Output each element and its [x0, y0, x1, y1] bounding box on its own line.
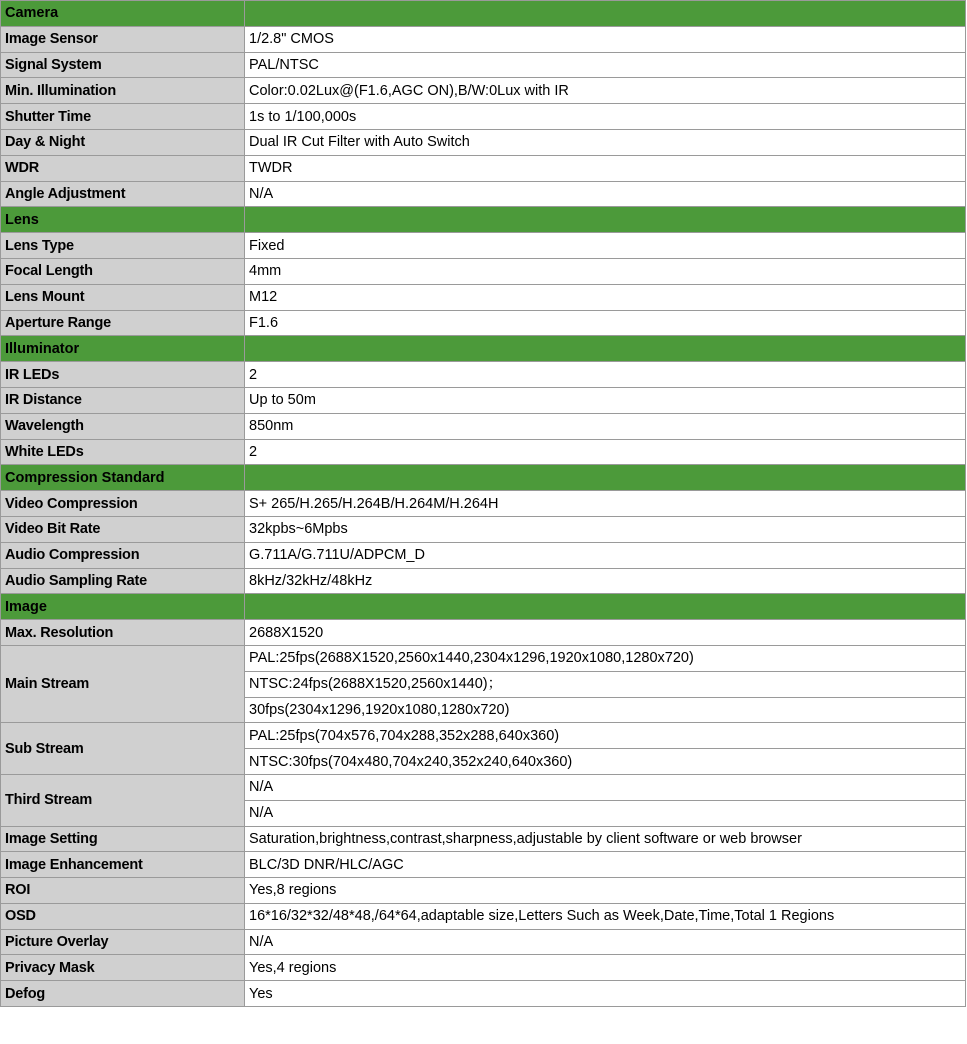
section-header-fill: [245, 1, 966, 27]
section-header-fill: [245, 465, 966, 491]
section-header-image: [1, 594, 966, 620]
spec-row: [1, 233, 966, 259]
spec-row: [1, 826, 966, 852]
spec-row: [1, 258, 966, 284]
spec-row: [1, 310, 966, 336]
spec-row: [1, 852, 966, 878]
spec-value: N/A: [245, 800, 966, 826]
spec-value: Yes,8 regions: [245, 878, 966, 904]
spec-row: [1, 284, 966, 310]
section-title: Camera: [1, 1, 245, 27]
spec-row: [1, 78, 966, 104]
spec-row: [1, 878, 966, 904]
spec-row: [1, 774, 966, 800]
spec-label-lens-mount: Lens Mount: [1, 284, 245, 310]
spec-value: PAL:25fps(704x576,704x288,352x288,640x360): [245, 723, 966, 749]
spec-label-day-night: Day & Night: [1, 129, 245, 155]
spec-row: [1, 52, 966, 78]
spec-label-image-enhancement: Image Enhancement: [1, 852, 245, 878]
spec-row: [1, 645, 966, 671]
spec-label-max-resolution: Max. Resolution: [1, 620, 245, 646]
spec-value: S+ 265/H.265/H.264B/H.264M/H.264H: [245, 491, 966, 517]
spec-row: [1, 26, 966, 52]
section-header-fill: [245, 207, 966, 233]
spec-value: PAL:25fps(2688X1520,2560x1440,2304x1296,1920x1080,1280x720): [245, 645, 966, 671]
spec-value: 16*16/32*32/48*48,/64*64,adaptable size,Letters Such as Week,Date,Time,Total 1 Regions: [245, 903, 966, 929]
spec-row: [1, 413, 966, 439]
spec-row: [1, 620, 966, 646]
spec-label-lens-type: Lens Type: [1, 233, 245, 259]
spec-value: F1.6: [245, 310, 966, 336]
spec-value: M12: [245, 284, 966, 310]
section-title: Illuminator: [1, 336, 245, 362]
section-header-compression-standard: [1, 465, 966, 491]
spec-label-focal-length: Focal Length: [1, 258, 245, 284]
spec-value: 2: [245, 362, 966, 388]
spec-label-audio-sampling-rate: Audio Sampling Rate: [1, 568, 245, 594]
spec-label-audio-compression: Audio Compression: [1, 542, 245, 568]
spec-value: Color:0.02Lux@(F1.6,AGC ON),B/W:0Lux with IR: [245, 78, 966, 104]
spec-label-roi: ROI: [1, 878, 245, 904]
spec-label-privacy-mask: Privacy Mask: [1, 955, 245, 981]
spec-label-osd: OSD: [1, 903, 245, 929]
spec-row: [1, 129, 966, 155]
spec-value: 4mm: [245, 258, 966, 284]
spec-value: Yes: [245, 981, 966, 1007]
spec-label-sub-stream: Sub Stream: [1, 723, 245, 775]
section-title: Compression Standard: [1, 465, 245, 491]
spec-value: 1s to 1/100,000s: [245, 104, 966, 130]
spec-row: [1, 955, 966, 981]
spec-label-main-stream: Main Stream: [1, 645, 245, 722]
spec-value: N/A: [245, 929, 966, 955]
spec-label-image-setting: Image Setting: [1, 826, 245, 852]
spec-row: [1, 491, 966, 517]
spec-value: NTSC:24fps(2688X1520,2560x1440)；: [245, 671, 966, 697]
spec-value: NTSC:30fps(704x480,704x240,352x240,640x360): [245, 749, 966, 775]
spec-label-shutter-time: Shutter Time: [1, 104, 245, 130]
section-title: Lens: [1, 207, 245, 233]
spec-label-defog: Defog: [1, 981, 245, 1007]
spec-row: [1, 181, 966, 207]
spec-value: 32kpbs~6Mpbs: [245, 516, 966, 542]
section-header-fill: [245, 594, 966, 620]
spec-row: [1, 723, 966, 749]
spec-row: [1, 542, 966, 568]
spec-value: Saturation,brightness,contrast,sharpness,adjustable by client software or web browser: [245, 826, 966, 852]
section-header-camera: [1, 1, 966, 27]
section-header-lens: [1, 207, 966, 233]
spec-row: [1, 362, 966, 388]
section-header-illuminator: [1, 336, 966, 362]
spec-value: TWDR: [245, 155, 966, 181]
spec-value: PAL/NTSC: [245, 52, 966, 78]
spec-label-ir-distance: IR Distance: [1, 387, 245, 413]
spec-value: 30fps(2304x1296,1920x1080,1280x720): [245, 697, 966, 723]
spec-row: [1, 981, 966, 1007]
section-title: Image: [1, 594, 245, 620]
spec-label-wdr: WDR: [1, 155, 245, 181]
spec-row: [1, 155, 966, 181]
spec-value: 1/2.8" CMOS: [245, 26, 966, 52]
spec-table-body: [1, 1, 966, 1007]
spec-value: 850nm: [245, 413, 966, 439]
spec-label-signal-system: Signal System: [1, 52, 245, 78]
spec-label-video-compression: Video Compression: [1, 491, 245, 517]
spec-label-third-stream: Third Stream: [1, 774, 245, 826]
spec-label-image-sensor: Image Sensor: [1, 26, 245, 52]
spec-row: [1, 516, 966, 542]
spec-label-angle-adjustment: Angle Adjustment: [1, 181, 245, 207]
spec-row: [1, 568, 966, 594]
spec-value: N/A: [245, 774, 966, 800]
spec-value: 2: [245, 439, 966, 465]
spec-row: [1, 387, 966, 413]
spec-row: [1, 929, 966, 955]
spec-value: Yes,4 regions: [245, 955, 966, 981]
spec-value: Up to 50m: [245, 387, 966, 413]
spec-value: Dual IR Cut Filter with Auto Switch: [245, 129, 966, 155]
spec-label-wavelength: Wavelength: [1, 413, 245, 439]
spec-value: N/A: [245, 181, 966, 207]
spec-value: 8kHz/32kHz/48kHz: [245, 568, 966, 594]
spec-label-min-illumination: Min. Illumination: [1, 78, 245, 104]
spec-label-aperture-range: Aperture Range: [1, 310, 245, 336]
section-header-fill: [245, 336, 966, 362]
spec-label-ir-leds: IR LEDs: [1, 362, 245, 388]
spec-row: [1, 439, 966, 465]
spec-value: G.711A/G.711U/ADPCM_D: [245, 542, 966, 568]
spec-value: Fixed: [245, 233, 966, 259]
spec-value: BLC/3D DNR/HLC/AGC: [245, 852, 966, 878]
spec-value: 2688X1520: [245, 620, 966, 646]
spec-label-picture-overlay: Picture Overlay: [1, 929, 245, 955]
spec-label-video-bit-rate: Video Bit Rate: [1, 516, 245, 542]
spec-row: [1, 903, 966, 929]
spec-row: [1, 104, 966, 130]
spec-label-white-leds: White LEDs: [1, 439, 245, 465]
